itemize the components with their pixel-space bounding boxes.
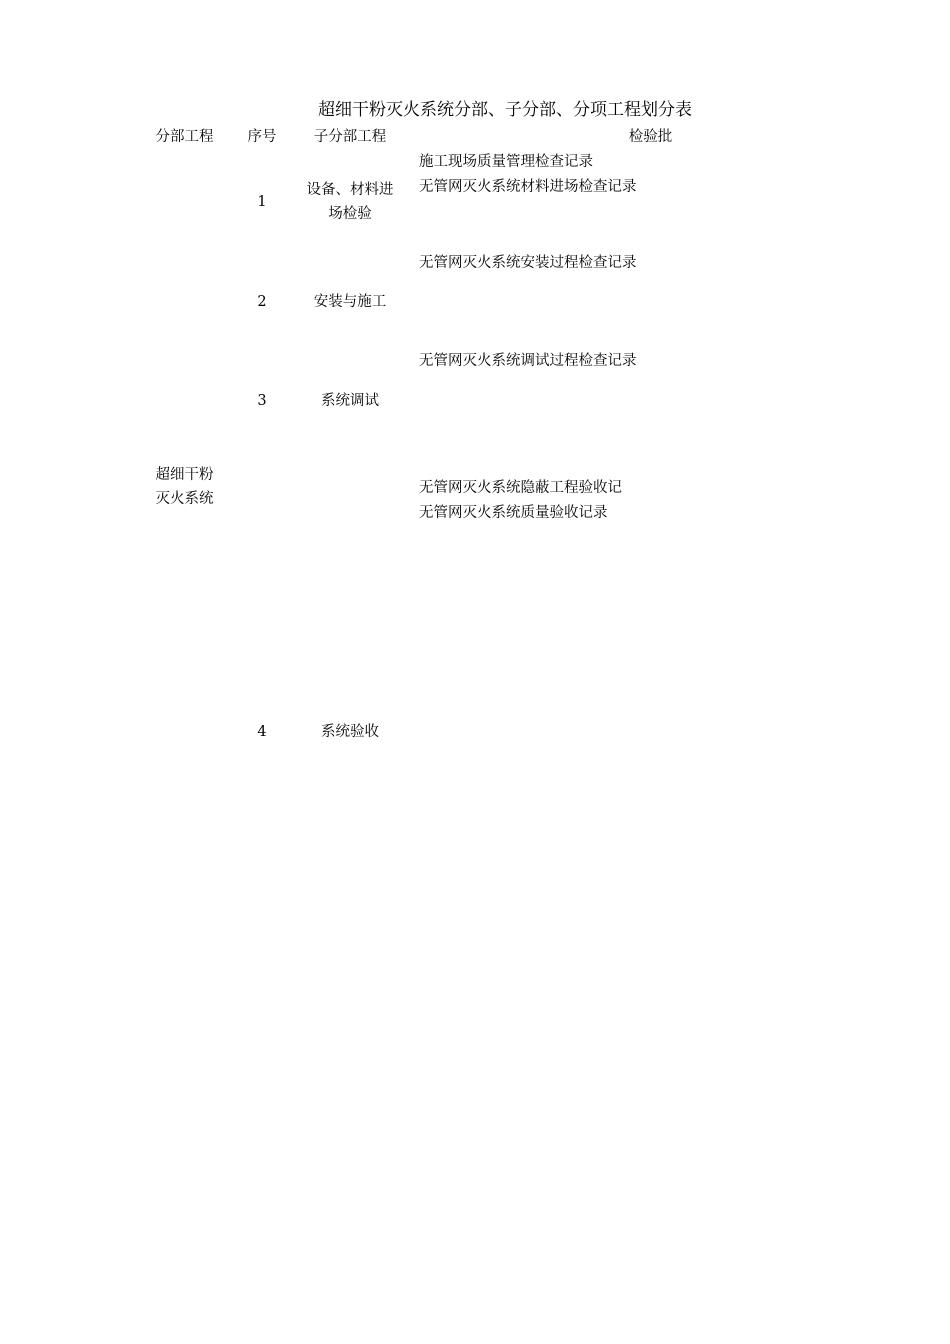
row-line	[409, 324, 892, 325]
row-line	[409, 474, 892, 475]
col-sep-2	[290, 124, 291, 1012]
row-line	[409, 399, 892, 400]
col-sep-3	[409, 124, 410, 1012]
division-name-line: 超细干粉	[155, 467, 214, 483]
group-sep-3	[233, 449, 892, 450]
subdivision-line: 场检验	[328, 206, 372, 222]
table-border-bottom	[135, 1011, 892, 1012]
row-line	[409, 524, 892, 525]
subdivision-name	[291, 391, 409, 412]
seq-number: 4	[257, 724, 267, 740]
batch-item: 施工现场质量管理检查记录	[419, 154, 593, 170]
subdivision-name	[291, 722, 409, 743]
row-line	[409, 199, 892, 200]
batch-item: 无管网灭火系统隐蔽工程验收记	[419, 480, 622, 496]
subdivision-line: 安装与施工	[313, 294, 387, 310]
row-line	[409, 499, 892, 500]
header-division: 分部工程	[155, 129, 214, 145]
seq-number: 3	[257, 393, 267, 409]
row-line	[409, 274, 892, 275]
subdivision-name	[291, 292, 409, 313]
batch-item: 无管网灭火系统材料进场检查记录	[419, 179, 637, 195]
division-name	[136, 463, 233, 511]
col-sep-1	[233, 124, 234, 1012]
batch-item: 无管网灭火系统安装过程检查记录	[419, 255, 637, 271]
subdivision-line: 系统调试	[321, 393, 379, 409]
row-line	[409, 374, 892, 375]
row-line	[409, 424, 892, 425]
group-sep-1	[233, 249, 892, 250]
seq-number: 1	[257, 194, 267, 210]
batch-item: 无管网灭火系统调试过程检查记录	[419, 353, 637, 369]
document-title: 超细干粉灭火系统分部、子分部、分项工程划分表	[318, 100, 692, 120]
batch-item: 无管网灭火系统质量验收记录	[419, 505, 608, 521]
subdivision-line: 设备、材料进	[306, 182, 394, 198]
division-name-line: 灭火系统	[155, 491, 214, 507]
group-sep-2	[233, 349, 892, 350]
header-subdivision: 子分部工程	[313, 129, 387, 145]
table-border-top	[135, 124, 892, 125]
table-border-right	[891, 124, 892, 1012]
header-line	[135, 149, 892, 150]
subdivision-name	[291, 178, 409, 226]
row-line	[409, 299, 892, 300]
header-batch: 检验批	[628, 129, 673, 145]
row-line	[409, 174, 892, 175]
row-line	[409, 224, 892, 225]
header-seq: 序号	[247, 129, 277, 145]
seq-number: 2	[257, 294, 267, 310]
subdivision-line: 系统验收	[321, 724, 379, 740]
table-border-left	[135, 124, 136, 1012]
